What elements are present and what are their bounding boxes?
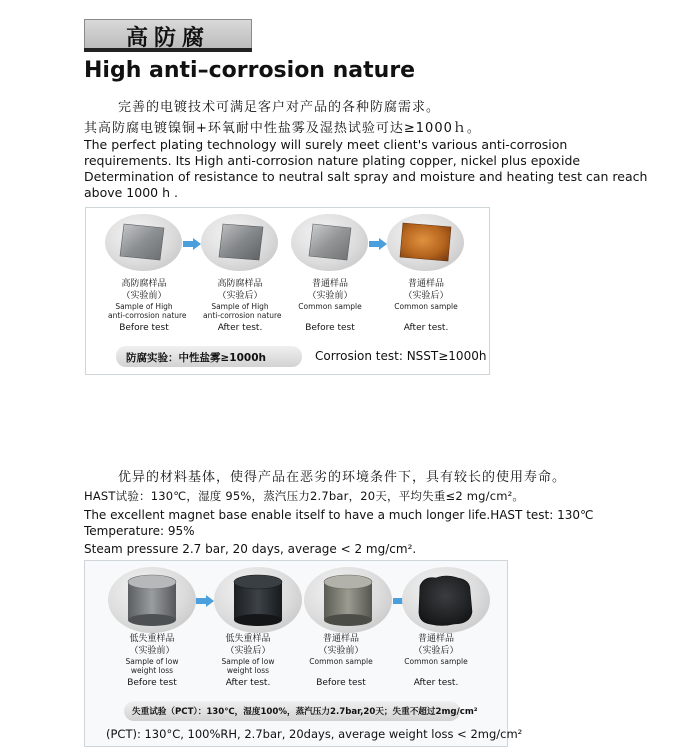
common-sample-before-image <box>320 572 376 628</box>
weight-loss-test-banner <box>124 701 478 721</box>
common-sample-after-image <box>414 572 476 628</box>
sample-caption: 普通样品 （实验后） Common sample After test. <box>404 634 468 688</box>
section2-cn-line1: 优异的材料基体，使得产品在恶劣的环境条件下，具有较长的使用寿命。 <box>118 470 567 485</box>
arrow-right-icon <box>196 595 214 607</box>
low-weight-loss-sample-before-image <box>124 572 180 628</box>
page-title: High anti–corrosion nature <box>84 58 416 83</box>
sample-caption: 低失重样品 （实验前） Sample of low weight loss Before test <box>125 634 179 688</box>
section2-en-line1: The excellent magnet base enable itself to have a much longer life.HAST test: 130℃ <box>84 508 594 522</box>
section2-en-line3: Steam pressure 2.7 bar, 20 days, average < 2 mg/cm². <box>84 542 417 556</box>
high-anticorrosion-sample-after-image <box>215 222 267 262</box>
corrosion-test-banner <box>116 346 302 367</box>
section1-en-line2: requirements. Its High anti-corrosion nature plating copper, nickel plus epoxide <box>84 153 581 168</box>
section1-cn-line1: 完善的电镀技术可满足客户对产品的各种防腐需求。 <box>118 100 441 115</box>
sample-caption: 低失重样品 （实验后） Sample of low weight loss After test. <box>221 634 275 688</box>
sample-caption: 高防腐样品 （实验前） Sample of High anti-corrosion nature Before test <box>108 279 187 333</box>
section1-cn-line2: 其高防腐电镀镍铜+环氧耐中性盐雾及湿热试验可达≥1000ｈ。 <box>84 121 481 136</box>
section1-en-line3: Determination of resistance to neutral salt spray and moisture and heating test can reach <box>84 169 648 184</box>
low-weight-loss-sample-after-image <box>230 572 286 628</box>
section2-cn-line2: HAST试验：130℃，湿度 95%，蒸汽压力2.7bar，20天，平均失重≤2 mg/cm²。 <box>84 489 525 503</box>
sample-caption: 普通样品 （实验后） Common sample After test. <box>394 279 458 333</box>
high-anticorrosion-sample-before-image <box>118 222 170 262</box>
arrow-right-icon <box>183 238 201 250</box>
sample-caption: 普通样品 （实验前） Common sample Before test <box>298 279 362 333</box>
weight-loss-test-cn-label: 失重试验（PCT）：130℃，湿度100%，蒸汽压力2.7bar,20天；失重不超过2mg/cm² <box>132 707 478 717</box>
sample-caption: 普通样品 （实验前） Common sample Before test <box>309 634 373 688</box>
section-tab-title: 高防腐 <box>125 26 210 51</box>
corrosion-test-en-label: Corrosion test: NSST≥1000h <box>315 349 487 363</box>
section2-en-line2: Temperature: 95% <box>84 524 195 538</box>
common-sample-before-image <box>305 222 357 262</box>
common-sample-after-image <box>397 220 455 264</box>
weight-loss-test-en-label: (PCT): 130°C, 100%RH, 2.7bar, 20days, average weight loss < 2mg/cm² <box>106 727 523 741</box>
corrosion-test-cn-label: 防腐实验：中性盐雾≥1000h <box>126 352 266 364</box>
arrow-right-icon <box>369 238 387 250</box>
section1-en-line4: above 1000 h . <box>84 185 178 200</box>
sample-caption: 高防腐样品 （实验后） Sample of High anti-corrosion nature After test. <box>203 279 282 333</box>
section1-en-line1: The perfect plating technology will surely meet client's various anti-corrosion <box>84 137 568 152</box>
